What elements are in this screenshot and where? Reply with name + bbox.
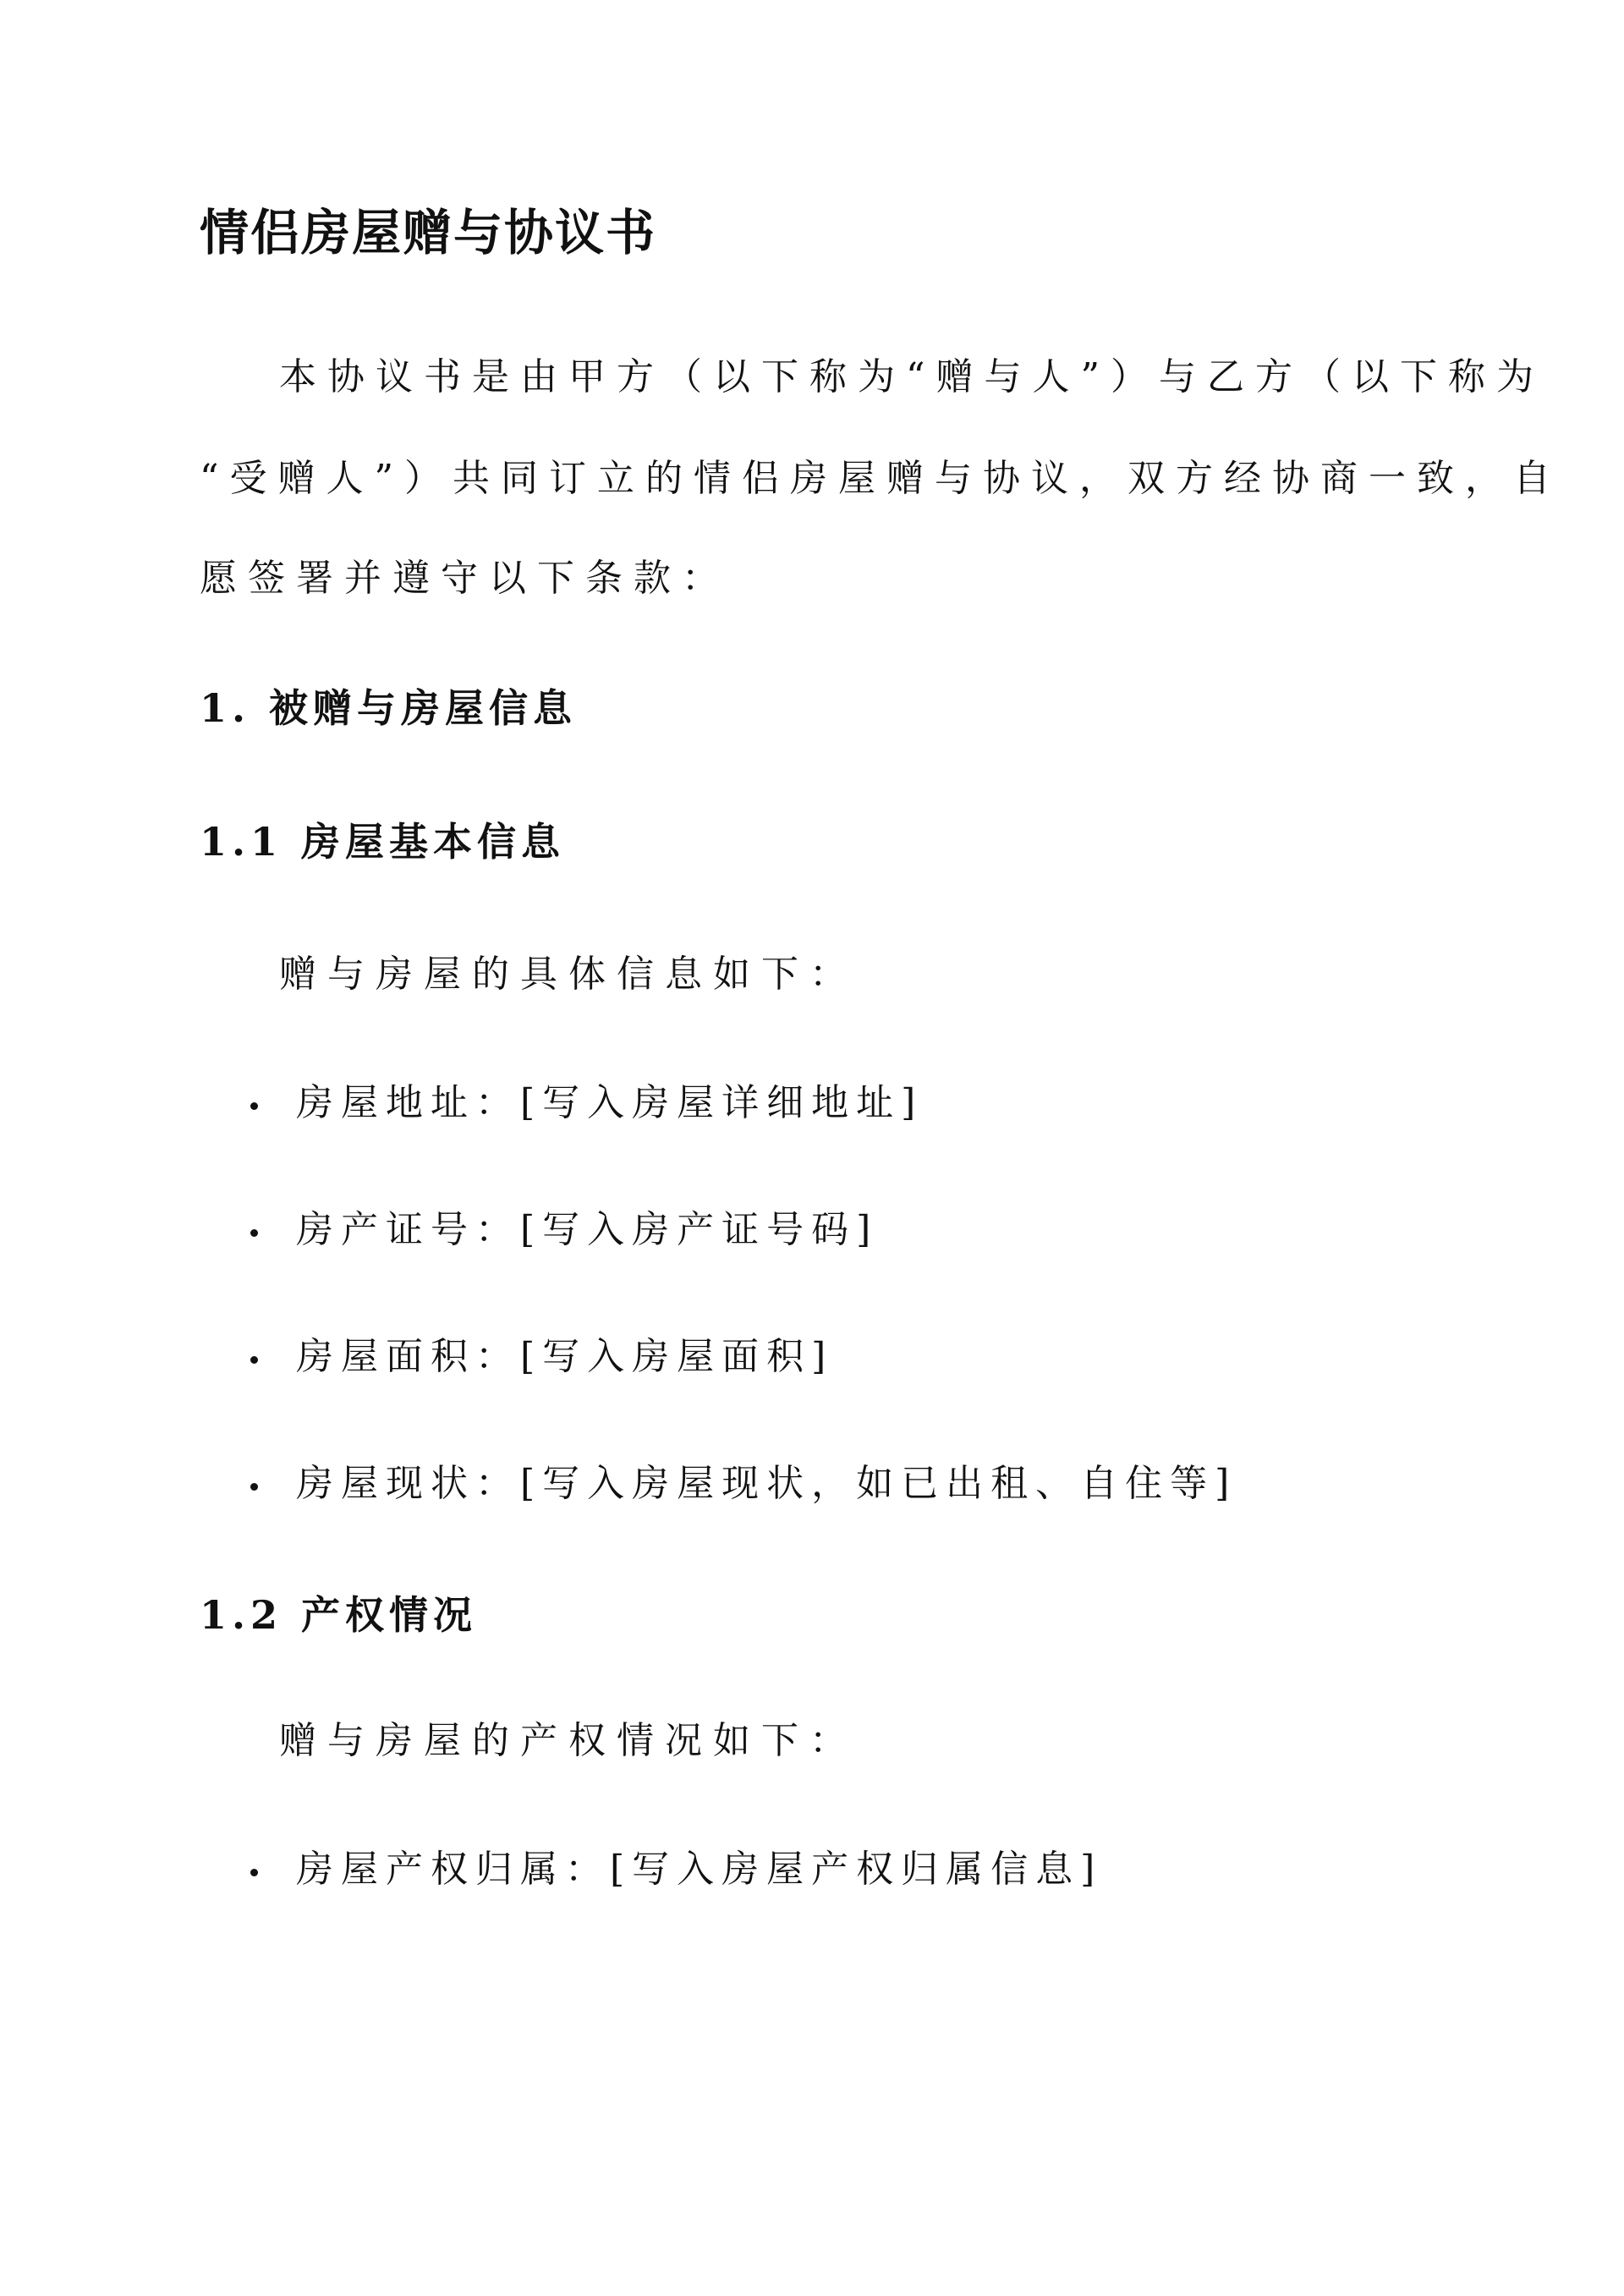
section-1-2-lead: 赠与房屋的产权情况如下：	[279, 1719, 858, 1762]
list-item-ownership: 房屋产权归属：[写入房屋产权归属信息]	[296, 1848, 1103, 1891]
bullet-icon	[250, 1229, 258, 1237]
intro-line-2: “受赠人”）共同订立的情侣房屋赠与协议，双方经协商一致，自	[200, 457, 1561, 500]
section-1-1-lead: 赠与房屋的具体信息如下：	[279, 953, 858, 996]
bullet-icon	[250, 1356, 258, 1364]
intro-line-1: 本协议书是由甲方（以下称为“赠与人”）与乙方（以下称为	[279, 355, 1544, 398]
list-item-certificate: 房产证号：[写入房产证号码]	[296, 1208, 879, 1251]
section-1-2-heading: 1.2 产权情况	[200, 1592, 478, 1638]
intro-line-3: 愿签署并遵守以下条款：	[200, 557, 730, 600]
bullet-icon	[250, 1102, 258, 1110]
bullet-icon	[250, 1483, 258, 1491]
list-item-address: 房屋地址：[写入房屋详细地址]	[296, 1081, 924, 1124]
section-1-heading: 1. 被赠与房屋信息	[200, 685, 578, 731]
document-title: 情侣房屋赠与协议书	[200, 204, 657, 261]
list-item-status: 房屋现状：[写入房屋现状，如已出租、自住等]	[296, 1462, 1237, 1505]
section-1-1-heading: 1.1 房屋基本信息	[200, 819, 566, 865]
bullet-icon	[250, 1869, 258, 1876]
list-item-area: 房屋面积：[写入房屋面积]	[296, 1335, 834, 1378]
